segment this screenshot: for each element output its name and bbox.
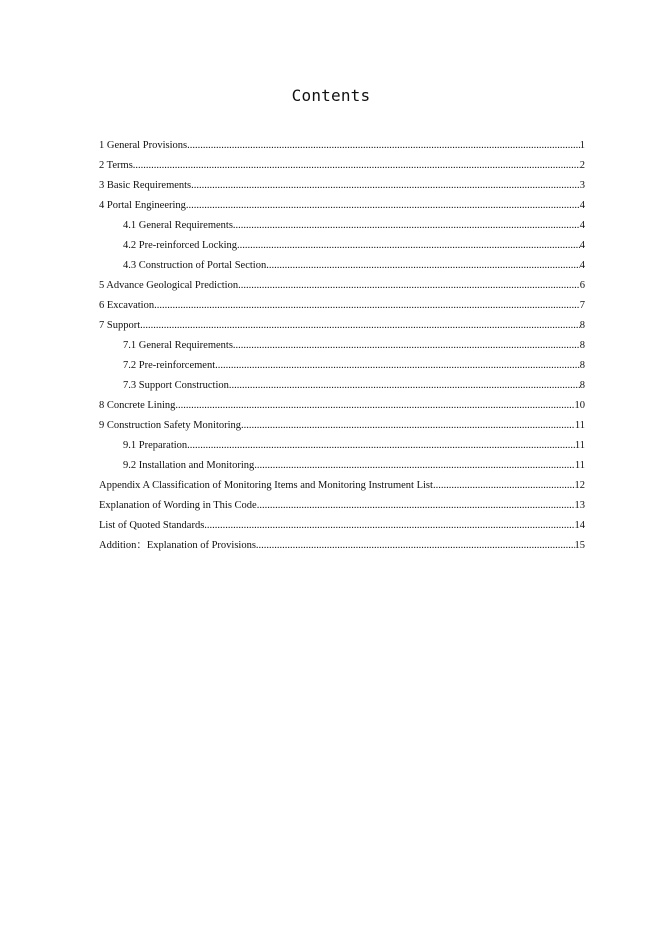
toc-entry-label: 9 Construction Safety Monitoring: [99, 420, 242, 431]
toc-entry[interactable]: [99, 396, 585, 416]
toc-leader-dots: [237, 236, 580, 256]
toc-entry-page-number: 1: [579, 140, 585, 151]
toc-entry[interactable]: [99, 376, 585, 396]
toc-leader-dots: [187, 136, 580, 156]
toc-leader-dots: [266, 256, 580, 276]
toc-entry-page-number: 6: [579, 280, 585, 291]
toc-leader-dots: [154, 296, 580, 316]
toc-entry[interactable]: [99, 236, 585, 256]
toc-leader-dots: [433, 476, 575, 496]
toc-entry[interactable]: [99, 496, 585, 516]
toc-leader-dots: [241, 416, 575, 436]
page-title: Contents: [291, 86, 371, 105]
toc-entry-label: 5 Advance Geological Prediction: [99, 280, 239, 291]
toc-leader-dots: [254, 456, 575, 476]
toc-entry-label: 4.2 Pre-reinforced Locking: [123, 240, 237, 251]
toc-entry-label: 7.3 Support Construction: [123, 380, 229, 391]
toc-entry[interactable]: [99, 356, 585, 376]
toc-entry[interactable]: [99, 456, 585, 476]
toc-entry-label: Explanation of Wording in This Code: [99, 500, 257, 511]
toc-entry-page-number: 4: [579, 220, 585, 231]
toc-entry[interactable]: [99, 176, 585, 196]
toc-leader-dots: [215, 356, 580, 376]
toc-entry-page-number: 11: [574, 420, 585, 431]
toc-entry-label: 7.1 General Requirements: [123, 340, 233, 351]
toc-leader-dots: [187, 436, 575, 456]
toc-entry-label: 6 Excavation: [99, 300, 155, 311]
toc-entry-label: 3 Basic Requirements: [99, 180, 192, 191]
toc-entry-page-number: 8: [579, 380, 585, 391]
toc-entry-page-number: 4: [579, 200, 585, 211]
toc-entry-label: 4 Portal Engineering: [99, 200, 186, 211]
toc-entry-page-number: 8: [579, 360, 585, 371]
toc-leader-dots: [229, 376, 580, 396]
toc-entry-label: 4.1 General Requirements: [123, 220, 233, 231]
toc-entry-label: 7 Support: [99, 320, 141, 331]
toc-entry-page-number: 8: [579, 340, 585, 351]
toc-entry-page-number: 14: [574, 520, 585, 531]
toc-entry[interactable]: [99, 316, 585, 336]
toc-leader-dots: [133, 156, 580, 176]
toc-entry[interactable]: [99, 256, 585, 276]
toc-entry-label: 7.2 Pre-reinforcement: [123, 360, 216, 371]
toc-entry-label: 8 Concrete Lining: [99, 400, 176, 411]
toc-entry-page-number: 4: [579, 240, 585, 251]
toc-entry-page-number: 12: [574, 480, 585, 491]
toc-entry-label: 9.2 Installation and Monitoring: [123, 460, 255, 471]
toc-entry-page-number: 7: [579, 300, 585, 311]
toc-leader-dots: [256, 536, 575, 556]
toc-leader-dots: [257, 496, 575, 516]
toc-entry-label: 9.1 Preparation: [123, 440, 188, 451]
toc-entry-page-number: 13: [574, 500, 585, 511]
toc-entry-page-number: 4: [579, 260, 585, 271]
toc-entry-page-number: 2: [579, 160, 585, 171]
toc-entry-page-number: 8: [579, 320, 585, 331]
toc-leader-dots: [191, 176, 580, 196]
toc-entry[interactable]: [99, 436, 585, 456]
toc-entry[interactable]: [99, 196, 585, 216]
toc-leader-dots: [140, 316, 580, 336]
toc-entry-label: 1 General Provisions: [99, 140, 188, 151]
toc-entry[interactable]: [99, 216, 585, 236]
toc-entry-page-number: 10: [574, 400, 585, 411]
toc-entry-label: List of Quoted Standards: [99, 520, 205, 531]
toc-entry-label: 4.3 Construction of Portal Section: [123, 260, 267, 271]
toc-leader-dots: [233, 336, 580, 356]
toc-entry-page-number: 3: [579, 180, 585, 191]
toc-entry-label: Appendix A Classification of Monitoring Items and Monitoring Instrument List: [99, 480, 433, 491]
toc-entry[interactable]: [99, 136, 585, 156]
toc-entry-page-number: 11: [574, 440, 585, 451]
toc-entry[interactable]: [99, 536, 585, 556]
toc-entry[interactable]: [99, 156, 585, 176]
toc-entry-page-number: 15: [574, 540, 585, 551]
toc-entry-label: 2 Terms: [99, 160, 133, 171]
toc-leader-dots: [186, 196, 580, 216]
toc-entry[interactable]: [99, 296, 585, 316]
toc-leader-dots: [175, 396, 574, 416]
toc-leader-dots: [238, 276, 580, 296]
toc-entry[interactable]: [99, 336, 585, 356]
toc-entry[interactable]: [99, 516, 585, 536]
toc-leader-dots: [233, 216, 580, 236]
table-of-contents: [99, 136, 585, 556]
toc-entry-page-number: 11: [574, 460, 585, 471]
toc-entry[interactable]: [99, 276, 585, 296]
toc-entry-label: Addition：Explanation of Provisions: [99, 540, 256, 551]
toc-leader-dots: [204, 516, 574, 536]
toc-entry[interactable]: [99, 416, 585, 436]
toc-entry[interactable]: [99, 476, 585, 496]
